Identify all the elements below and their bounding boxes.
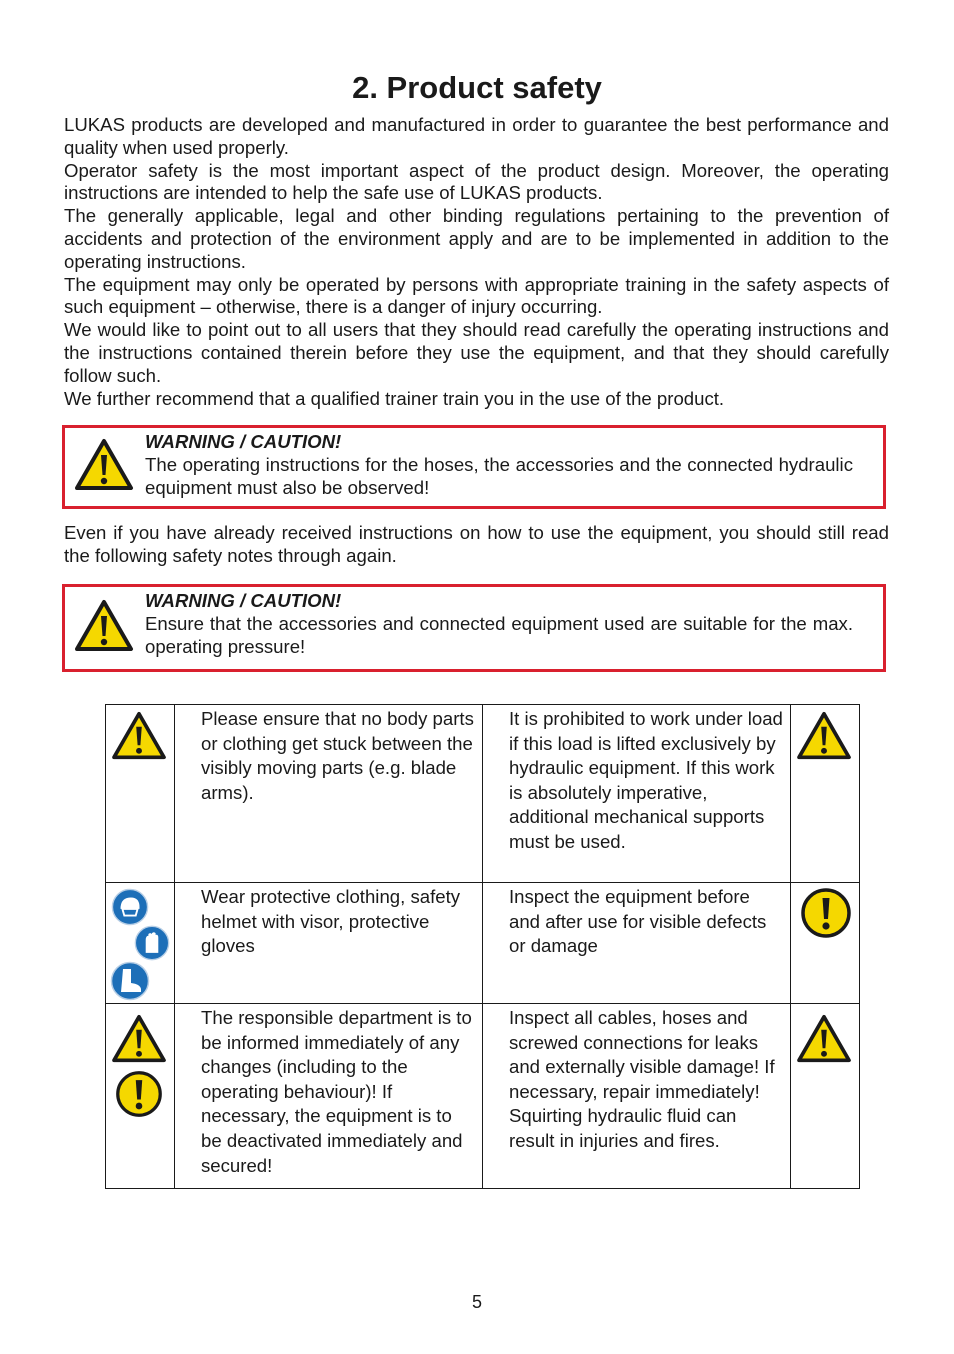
safety-note: [175, 883, 483, 1004]
intro-paragraph: We would like to point out to all users that they should read carefully the operating instructions and the instructions contained therein before they use the equipment, and that they should carefully follow such.: [64, 319, 889, 386]
safety-notes-intro: Even if you have already received instructions on how to use the equipment, you should still read the following safety notes through again.: [64, 522, 889, 566]
warning-text: Ensure that the accessories and connected equipment used are suitable for the max. operating pressure!: [145, 612, 853, 657]
warning-triangle-icon: [111, 711, 167, 761]
warning-title: WARNING / CAUTION!: [145, 431, 342, 452]
safety-note-text: Inspect all cables, hoses and screwed connections for leaks and externally visible damage! If necessary, repair immediately! Squirting hydraulic fluid can result in injuries and fires.: [509, 1007, 775, 1151]
helmet-visor-icon: [111, 888, 149, 926]
page-number: 5: [471, 1292, 482, 1312]
warning-box-pressure: [62, 584, 886, 672]
safety-note: [483, 883, 791, 1004]
intro-paragraph: We further recommend that a qualified trainer train you in the use of the product.: [64, 387, 725, 409]
safety-table: [105, 704, 860, 1189]
warning-box-hoses: [62, 425, 886, 509]
icon-cell: [791, 883, 860, 1004]
warning-text: The operating instructions for the hoses, the accessories and the connected hydraulic equipment must also be observed!: [145, 453, 853, 498]
table-row: [106, 705, 860, 883]
safety-note: [483, 705, 791, 883]
icon-cell: [791, 1004, 860, 1189]
icon-cell: [791, 705, 860, 883]
safety-note: [175, 1004, 483, 1189]
safety-note: [483, 1004, 791, 1189]
warning-triangle-icon: [796, 1014, 852, 1064]
table-row: [106, 1004, 860, 1189]
warning-triangle-icon: [796, 711, 852, 761]
exclamation-circle-icon: [800, 887, 852, 939]
safety-note-text: Please ensure that no body parts or clothing get stuck between the visibly moving parts (e.g. blade arms).: [201, 708, 474, 803]
gloves-icon: [134, 925, 170, 961]
intro-section: [64, 114, 889, 410]
intro-paragraph: The generally applicable, legal and other binding regulations pertaining to the prevention of accidents and protection of the environment apply and are to be implemented in addition to the operating instructions.: [64, 205, 889, 272]
safety-note-text: Wear protective clothing, safety helmet with visor, protective gloves: [201, 886, 461, 957]
intro-paragraph: Operator safety is the most important aspect of the product design. Moreover, the operating instructions are intended to help the safe use of LUKAS products.: [64, 159, 889, 204]
intro-paragraph: The equipment may only be operated by persons with appropriate training in the safety aspects of such equipment – otherwise, there is a danger of injury occurring.: [64, 273, 889, 318]
warning-triangle-icon: [74, 599, 134, 653]
intro-paragraph: LUKAS products are developed and manufactured in order to guarantee the best performance and quality when used properly.: [64, 114, 889, 158]
safety-note: [175, 705, 483, 883]
safety-note-text: It is prohibited to work under load if this load is lifted exclusively by hydraulic equipment. If this work is absolutely imperative, additional mechanical supports must be used.: [509, 708, 783, 852]
safety-note-text: The responsible department is to be informed immediately of any changes (including to the operating behaviour)! If necessary, the equipment is to be deactivated immediately and secured!: [201, 1007, 472, 1176]
boots-icon: [110, 961, 150, 1001]
icon-cell: [106, 883, 175, 1004]
table-row: [106, 883, 860, 1004]
safety-note-text: Inspect the equipment before and after use for visible defects or damage: [509, 886, 767, 957]
icon-cell: [106, 705, 175, 883]
warning-triangle-icon: [111, 1014, 167, 1064]
warning-title: WARNING / CAUTION!: [145, 590, 342, 611]
warning-triangle-icon: [74, 438, 134, 492]
exclamation-circle-icon: [115, 1070, 163, 1118]
icon-cell: [106, 1004, 175, 1189]
page-title: 2. Product safety: [352, 70, 602, 105]
